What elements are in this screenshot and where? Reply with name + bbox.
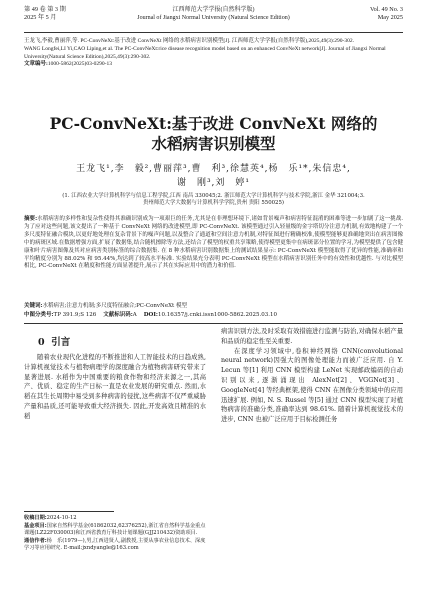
section-heading: [38, 334, 70, 348]
affiliations: (1. 江西农业大学计算机科学与信息工程学院,江西 南昌 330045;2. 浙江师范大学计算机科学与技术学院,浙江 金华 321004;3. 贵州师范大学大数据与计算机科学学院,贵州 贵阳 550025): [62, 193, 365, 207]
authors-line-1: 王龙飞¹,李 毅²,曹丽萍³,曹 利³,徐慧英⁴,杨 乐¹*,朱信忠⁴,: [76, 164, 351, 174]
doc-code-value: A: [132, 312, 137, 318]
author-list: [40, 162, 387, 190]
footnote-received: [24, 515, 206, 523]
clc-value: TP 391.9;S 126: [53, 312, 97, 318]
title-line-2: 水稻病害识别模型: [151, 134, 276, 153]
intro-paragraph-left: 随着农业现代化进程的不断推进和人工智能技术的日趋成熟,计算机视觉技术与植物病理学的深度融合为植物病害研究带来了显著进展. 水稻作为中国重要的粮食作物和经济来源之一,其高产、优质、稳定的生产日标一直是农业发展的研究重点. 然而,水稻在其生长周期中易受到多种病害的侵扰,这些病害不仅严重威胁产量和品质,还可能导致重大经济损失. 因此,开发高效且精准的水稻: [24, 354, 206, 420]
abstract-text: 水稻病害的多样性和复杂性使得其准确识别成为一项艰巨的任务,尤其是在非理想环境下,诸如背景噪声和病害特征混淆的困难等进一步加剧了这一挑战.为了应对这些问题,该文提出了一种基于 ConvNeXt 网络的改进模型,即 PC-ConvNeXt. 该模型通过引入轻量级的金字塔切分注意力机制,有效地构建了一个多尺度特征融合模块,以更好地处理在复杂背景下的噪声问题,以及整合了通道和空间注意力机制,对特征图进行精确校准,使模型能够更准确地突出在病害图像中的病斑区域.在数据增强方面,扩展了数据集,结合随机擦除等方法,还结合了模型的权重共享策略,使得模型更集中在病斑部分位置的学习,为模型提供了包含健康和叶片病害图像及其对应病害类别标签的综合数据集. 在 8 种水稻病害识别数据集上的测试结果显示: PC-ConvNeXt 模型能取得了优异的性能,准确率和平均精度分别为 88.02% 和 95.44%,均达到了较高水平标准. 实验结果充分表明 PC-ConvNeXt 模型在水稻病害识别任务中的有效性和优越性. 与对比模型相比, PC-ConvNeXt 在精度和性能方面显著提升,展示了其在实际应用中的潜力和价值.: [24, 216, 404, 270]
footnote-correspondence-text: 杨 乐(1979—),男,江西进贤人,副教授,主要从事农业信息技术、深度学习等应用研究. E-mail:jxndyangle@163.com: [24, 537, 206, 552]
footnote-divider: [24, 511, 114, 512]
footnote-funding: [24, 523, 206, 538]
article-number-label: 文章编号:: [24, 61, 48, 68]
journal-name-en: Journal of Jiangxi Normal University (Natural Science Edition): [137, 15, 290, 22]
article-number: [24, 61, 403, 69]
citation-cn: 王龙飞,李毅,曹丽萍,等. PC-ConvNeXt:基于改进 ConvNeXt 网络的水稻病害识别模型[J]. 江西师范大学学报(自然科学版),2025,49(3):290-302.: [24, 38, 354, 44]
abstract-divider: [24, 323, 403, 324]
doc-code-label: 文献标识码:: [103, 312, 133, 318]
volume-issue: 第 49 卷 第 3 期: [24, 6, 66, 13]
classification-line: [24, 312, 403, 320]
section-title: 引言: [51, 337, 71, 348]
header-center: [24, 6, 403, 23]
footnote-funding-label: 基金项目:: [24, 522, 47, 529]
keywords-label: 关键词:: [24, 303, 43, 309]
footnote-correspondence-label: 通信作者:: [24, 537, 47, 544]
clc-label: 中图分类号:: [24, 312, 54, 318]
journal-name-cn: 江西师范大学学报(自然科学版): [172, 7, 255, 13]
authors-line-2: 谢 刚³,刘 婷¹: [176, 178, 251, 188]
title-line-1: PC-ConvNeXt:基于改进 ConvNeXt 网络的: [49, 114, 378, 133]
doi-value: 10.16357/j.cnki.issn1000-5862.2025.03.10: [157, 312, 278, 318]
doi-label: DOI:: [143, 312, 158, 318]
footnote-correspondence: [24, 538, 206, 553]
abstract-label: 摘要:: [24, 216, 38, 222]
abstract: [24, 216, 403, 271]
issue-date-en: May 2025: [377, 14, 403, 22]
footnotes: [24, 515, 206, 553]
keywords-text: 水稻病害;注意力机制;多尺度特征融合;PC-ConvNeXt 模型: [42, 303, 187, 309]
intro-paragraph-right-2: 在深度学习领域中,卷积神经网络 CNN(convolutional neural network)因强大的图像处理能力而被广泛应用. 自 Y. Lecun 等[1] 利用 CNN 模型构建 LeNet 实现邮政编码的自动识别以来,逐渐涌现出 AlexNet[2]、VGGNet[3]、GoogleNet[4] 等经典框架,使得 CNN 在图像分类领域中的应用迅速扩展. 例如, N. S. Russel 等[5] 通过 CNN 模型实现了对植物病害的准确分类,准确率达到 98.61%. 随着计算机视觉技术的进步, CNN 也被广泛应用于目标检测任务: [221, 347, 403, 424]
footnote-received-text: 2024-10-12: [46, 515, 77, 521]
intro-paragraph-right-1: 病害识别方法,及时采取有效措施进行监测与防治,对确保水稻产量和品质的稳定性至关重要.: [221, 328, 403, 345]
footnote-funding-text: 国家自然科学基金(61862032,62376252),浙江省自然科学基金重点课题(LZ22F030003)和江西省教育厅科技计划课题(GJJ210432)资助项目.: [24, 522, 206, 537]
footnote-received-label: 收稿日期:: [24, 515, 47, 521]
citation-block: [24, 38, 403, 69]
intro-column-right: [221, 327, 403, 425]
page-header: [24, 6, 403, 33]
citation-en: WANG Longfei,LI Yi,CAO Liping,et al. The PC-ConvNeXt:rice disease recognition model based on an enhanced ConvNeXt network[J]. Journal of Jiangxi Normal University(Natural Science Edition),2025,49(3):290-302.: [24, 45, 386, 60]
section-number: 0: [38, 337, 45, 348]
volume-issue-en: Vol. 49 No. 3: [369, 6, 403, 13]
article-number-value: 1000-5862(2025)03-0290-13: [47, 61, 113, 68]
keywords: [24, 303, 403, 311]
article-title: [0, 114, 427, 154]
header-right: [370, 6, 403, 23]
issue-date: 2025 年 5 月: [24, 14, 57, 22]
